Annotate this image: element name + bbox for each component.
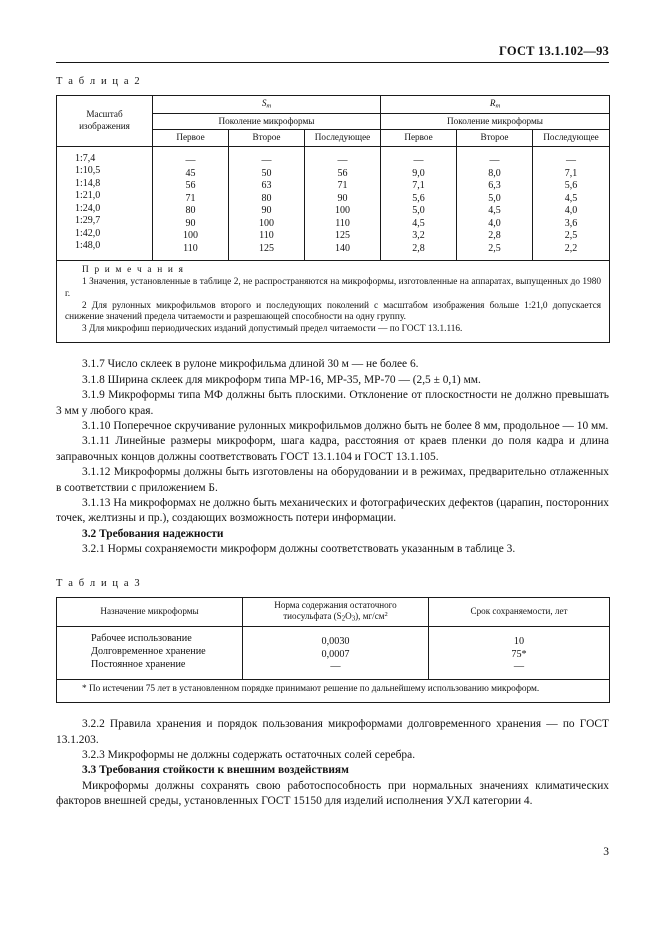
table3-header-purpose: Назначение микроформы xyxy=(57,597,243,627)
table2-cell: 9,0 xyxy=(412,167,425,179)
body-section-3-1 xyxy=(56,357,609,557)
table2 xyxy=(56,95,610,343)
table2-cell: 71 xyxy=(185,192,196,204)
table2-note-1: 1 Значения, установленные в таблице 2, не распространяются на микроформы, изготовленные на аппаратах, выпущенных до 1980 г. xyxy=(65,277,602,299)
table2-cell: 5,6 xyxy=(564,180,578,192)
table2-notes xyxy=(57,260,610,343)
table2-cell: 80 xyxy=(261,192,272,204)
table2-cell: — xyxy=(185,155,196,167)
table2-cell: 140 xyxy=(335,242,350,254)
table2-scale-values xyxy=(75,153,149,253)
table2-cell: 100 xyxy=(335,205,350,217)
table2-scale-header-line2: изображения xyxy=(79,120,130,131)
table3-cell: 10 xyxy=(513,635,525,647)
table3-header-norm-line1: Норма содержания остаточного xyxy=(274,599,397,610)
table2-caption xyxy=(56,76,609,87)
table2-cell: 2,5 xyxy=(564,230,578,242)
table2-cell: 7,1 xyxy=(412,180,425,192)
table2-cell: 1:14,8 xyxy=(75,177,101,189)
heading-3-2: 3.2 Требования надежности xyxy=(82,527,224,540)
table2-cell: 45 xyxy=(185,167,196,179)
heading-3-3: 3.3 Требования стойкости к внешним воздействиям xyxy=(82,764,349,777)
table3-header-row xyxy=(57,597,610,627)
table2-cell: 56 xyxy=(337,167,348,179)
table2-cell: 4,5 xyxy=(488,205,501,217)
table2-cell: 125 xyxy=(335,230,350,242)
paragraph-3-1-9: 3.1.9 Микроформы типа МФ должны быть плоскими. Отклонение от плоскостности не должно превышать 3 мм у любого края. xyxy=(56,389,609,417)
table2-notes-row xyxy=(57,260,610,343)
table2-subheader-r-second: Второе xyxy=(457,130,533,147)
table2-cell: 2,8 xyxy=(488,230,501,242)
table2-cell: 1:10,5 xyxy=(75,165,101,177)
table2-subheader-s-second: Второе xyxy=(229,130,305,147)
table2-cell: 100 xyxy=(183,230,198,242)
table2-cell: 110 xyxy=(335,217,350,229)
paragraph-3-3-body: Микроформы должны сохранять свою работоспособность при нормальных значениях климатических факторов внешней среды, установленных ГОСТ 15150 для изделий исполнения УХЛ категории 4. xyxy=(56,779,609,808)
table2-subheader-s-next: Последующее xyxy=(305,130,381,147)
table3-cell: Рабочее использование xyxy=(91,633,192,645)
table3-cell: 0,0030 xyxy=(321,635,350,647)
table2-cell: 100 xyxy=(259,217,274,229)
paragraph-3-2-2: 3.2.2 Правила хранения и порядок пользования микроформами долговременного хранения — по ГОСТ 13.1.203. xyxy=(56,718,609,746)
table3-footnote-text: * По истечении 75 лет в установленном порядке принимают решение по дальнейшему использованию микроформ. xyxy=(82,683,540,694)
table3-cell: Постоянное хранение xyxy=(91,658,186,670)
table2-cell: 5,6 xyxy=(412,192,425,204)
table2-subheader-s-first: Первое xyxy=(153,130,229,147)
table2-cell: 110 xyxy=(183,242,198,254)
table2-subheader-r-first: Первое xyxy=(381,130,457,147)
table2-column-r-next xyxy=(533,146,610,260)
table2-cell: 90 xyxy=(261,205,272,217)
table2-cell: 1:7,4 xyxy=(75,152,96,164)
table2-subheader-r-next: Последующее xyxy=(533,130,610,147)
table3-cell: Долговременное хранение xyxy=(91,646,206,658)
table2-cell: 71 xyxy=(337,180,348,192)
table2-scale-header-line1: Масштаб xyxy=(86,109,123,120)
table2-notes-title: П р и м е ч а н и я xyxy=(82,264,185,275)
table2-cell: 110 xyxy=(259,230,274,242)
table2-group-rm-subscript: m xyxy=(495,102,501,110)
paragraph-3-2-3: 3.2.3 Микроформы не должны содержать остаточных солей серебра. xyxy=(82,748,416,761)
table2-cell: 5,0 xyxy=(488,192,501,204)
body-section-3-2-3-3 xyxy=(56,717,609,809)
table2-header-row-1 xyxy=(57,96,610,114)
table2-cell: — xyxy=(566,155,577,167)
table2-cell: 125 xyxy=(259,242,274,254)
table2-cell: 8,0 xyxy=(488,167,501,179)
table2-group-sm-subscript: m xyxy=(266,102,272,110)
table3-cell: — xyxy=(513,661,525,673)
table3-cell: 75* xyxy=(511,648,527,660)
table2-scale-header xyxy=(57,96,153,147)
page-content xyxy=(56,76,609,810)
table3-cell: 0,0007 xyxy=(321,648,350,660)
paragraph-3-2-1: 3.2.1 Нормы сохраняемости микроформ должны соответствовать указанным в таблице 3. xyxy=(82,543,516,556)
table2-column-r-first xyxy=(381,146,457,260)
table3-caption xyxy=(56,578,609,589)
header-rule xyxy=(56,62,609,63)
table3-header-norm-line2: тиосульфата (S2O3), $мг/см^2$ xyxy=(283,611,388,623)
table2-cell: 4,0 xyxy=(564,205,578,217)
table2-cell: 63 xyxy=(261,180,272,192)
table3-footnote-row xyxy=(57,679,610,703)
table2-cell: 4,0 xyxy=(488,217,501,229)
paragraph-3-1-10: 3.1.10 Поперечное скручивание рулонных микрофильмов должно быть не более 8 мм, продольное — 10 мм. xyxy=(82,420,609,433)
table3-header-term: Срок сохраняемости, лет xyxy=(429,597,610,627)
table2-generation-left: Поколение микроформы xyxy=(153,113,381,130)
table2-cell: 5,0 xyxy=(412,205,425,217)
table3-header-norm xyxy=(243,597,429,627)
table3-cell: — xyxy=(330,661,341,673)
table2-cell: 1:48,0 xyxy=(75,240,101,252)
table2-cell: 4,5 xyxy=(412,217,425,229)
table2-caption-label: Т а б л и ц а xyxy=(56,76,131,87)
table2-column-s-next xyxy=(305,146,381,260)
table2-cell: 80 xyxy=(185,205,196,217)
table2-cell: 6,3 xyxy=(488,180,501,192)
table2-cell: 50 xyxy=(261,167,272,179)
standard-number: ГОСТ 13.1.102—93 xyxy=(499,44,609,58)
table2-cell: 1:29,7 xyxy=(75,215,101,227)
table2-cell: 90 xyxy=(337,192,348,204)
table3-caption-number: 3 xyxy=(134,577,140,589)
table2-cell: 56 xyxy=(185,180,196,192)
table2-cell: 1:42,0 xyxy=(75,227,101,239)
running-header xyxy=(56,44,609,63)
table3-footnote xyxy=(57,679,610,703)
table2-cell: 4,5 xyxy=(564,192,578,204)
paragraph-3-1-7: 3.1.7 Число склеек в рулоне микрофильма длиной 30 м — не более 6. xyxy=(82,358,419,371)
table2-cell: 1:21,0 xyxy=(75,190,101,202)
table2-cell: 2,2 xyxy=(564,242,578,254)
table3-column-purpose xyxy=(57,627,243,679)
table2-group-sm xyxy=(153,96,381,114)
table2-cell: — xyxy=(489,155,500,167)
paragraph-3-1-11: 3.1.11 Линейные размеры микроформ, шага кадра, расстояния от краев пленки до поля кадра и длина заправочных концов должны соответствовать ГОСТ 13.1.104 и ГОСТ 13.1.105. xyxy=(56,435,609,463)
table2-caption-number: 2 xyxy=(134,76,140,87)
table2-cell: 3,6 xyxy=(564,217,578,229)
table2-group-sm-symbol: S xyxy=(261,98,267,108)
table2-data-block xyxy=(57,146,610,260)
table2-cell: 1:24,0 xyxy=(75,202,101,214)
table2-cell: — xyxy=(337,155,348,167)
table2-column-r-second xyxy=(457,146,533,260)
table2-cell: 2,5 xyxy=(488,242,501,254)
table2-note-2: 2 Для рулонных микрофильмов второго и последующих поколений с масштабом изображения больше 1:21,0 допускается снижение значений предела читаемости и разрешающей способности на одну группу. xyxy=(65,300,602,323)
table2-cell: 7,1 xyxy=(564,167,578,179)
table2-group-rm-symbol: R xyxy=(489,98,496,108)
table2-cell: — xyxy=(261,155,272,167)
table2-generation-right: Поколение микроформы xyxy=(381,113,610,130)
table2-cell: 3,2 xyxy=(412,230,425,242)
table3-column-term xyxy=(429,627,610,679)
page-number: 3 xyxy=(603,846,609,858)
table3 xyxy=(56,597,610,703)
table3-data-block xyxy=(57,627,610,679)
table2-column-s-second xyxy=(229,146,305,260)
table2-column-scale xyxy=(57,146,153,260)
table3-caption-label: Т а б л и ц а xyxy=(56,577,131,589)
table2-cell: — xyxy=(413,155,424,167)
table2-cell: 90 xyxy=(185,217,196,229)
paragraph-3-1-13: 3.1.13 На микроформах не должно быть механических и фотографических дефектов (царапин, посторонних точек, желтизны и пр.), создающих возможность потери информации. xyxy=(56,497,609,525)
paragraph-3-1-12: 3.1.12 Микроформы должны быть изготовлены на оборудовании и в режимах, предварительно отлаженных в соответствии с приложением Б. xyxy=(56,466,609,494)
table2-note-3: 3 Для микрофиш периодических изданий допустимый предел читаемости — по ГОСТ 13.1.116. xyxy=(82,323,463,334)
table3-column-norm xyxy=(243,627,429,679)
paragraph-3-1-8: 3.1.8 Ширина склеек для микроформ типа МР-16, МР-35, МР-70 — (2,5 ± 0,1) мм. xyxy=(82,373,481,386)
table2-column-s-first xyxy=(153,146,229,260)
table2-group-rm xyxy=(381,96,610,114)
table2-cell: 2,8 xyxy=(412,242,425,254)
